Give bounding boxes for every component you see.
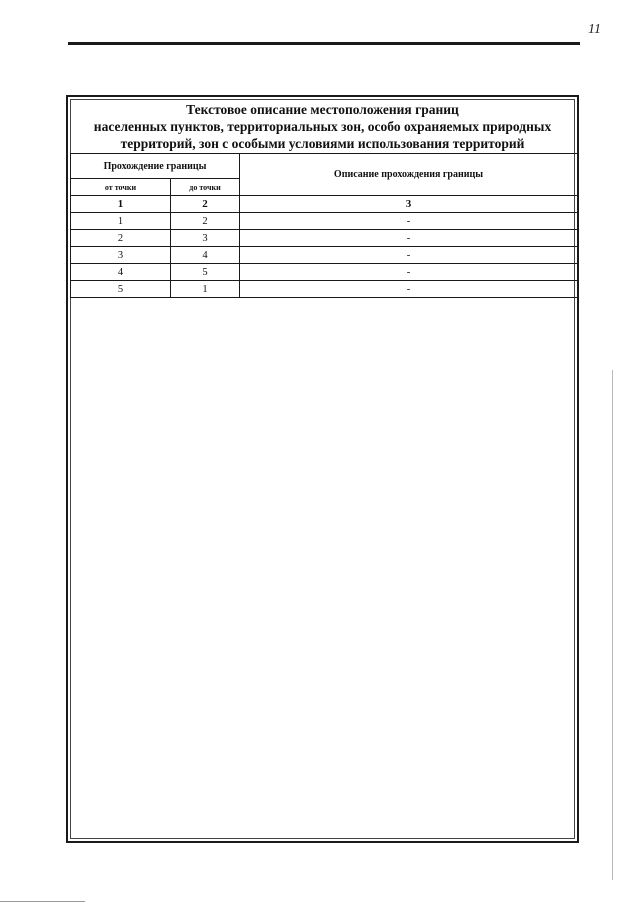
- header-from-point: от точки: [71, 179, 171, 196]
- cell-description: -: [240, 213, 578, 230]
- column-number: 1: [71, 196, 171, 213]
- scan-edge-line: [612, 370, 613, 880]
- header-description: Описание прохождения границы: [240, 154, 578, 196]
- cell-to: 1: [171, 281, 240, 298]
- cell-from: 5: [71, 281, 171, 298]
- header-boundary-passage: Прохождение границы: [71, 154, 240, 179]
- cell-to: 4: [171, 247, 240, 264]
- cell-description: -: [240, 247, 578, 264]
- top-rule: [68, 42, 580, 45]
- title-line-3: территорий, зон с особыми условиями использования территорий: [120, 136, 525, 151]
- cell-to: 3: [171, 230, 240, 247]
- boundary-table: [70, 153, 578, 298]
- table-row: [71, 264, 578, 281]
- cell-to: 5: [171, 264, 240, 281]
- title-line-2: населенных пунктов, территориальных зон, особо охраняемых природных: [93, 119, 552, 134]
- cell-description: -: [240, 281, 578, 298]
- cell-from: 3: [71, 247, 171, 264]
- page-number: 11: [588, 22, 601, 37]
- column-number: 3: [240, 196, 578, 213]
- cell-from: 2: [71, 230, 171, 247]
- table-row: [71, 230, 578, 247]
- header-to-point: до точки: [171, 179, 240, 196]
- cell-description: -: [240, 230, 578, 247]
- table-row: [71, 281, 578, 298]
- cell-to: 2: [171, 213, 240, 230]
- document-title: [70, 101, 575, 152]
- column-numbering-row: [71, 196, 578, 213]
- bottom-rule: [0, 901, 85, 902]
- table-row: [71, 247, 578, 264]
- cell-description: -: [240, 264, 578, 281]
- column-number: 2: [171, 196, 240, 213]
- document-frame: [66, 95, 579, 843]
- cell-from: 1: [71, 213, 171, 230]
- table-row: [71, 213, 578, 230]
- title-line-1: Текстовое описание местоположения границ: [186, 102, 459, 117]
- cell-from: 4: [71, 264, 171, 281]
